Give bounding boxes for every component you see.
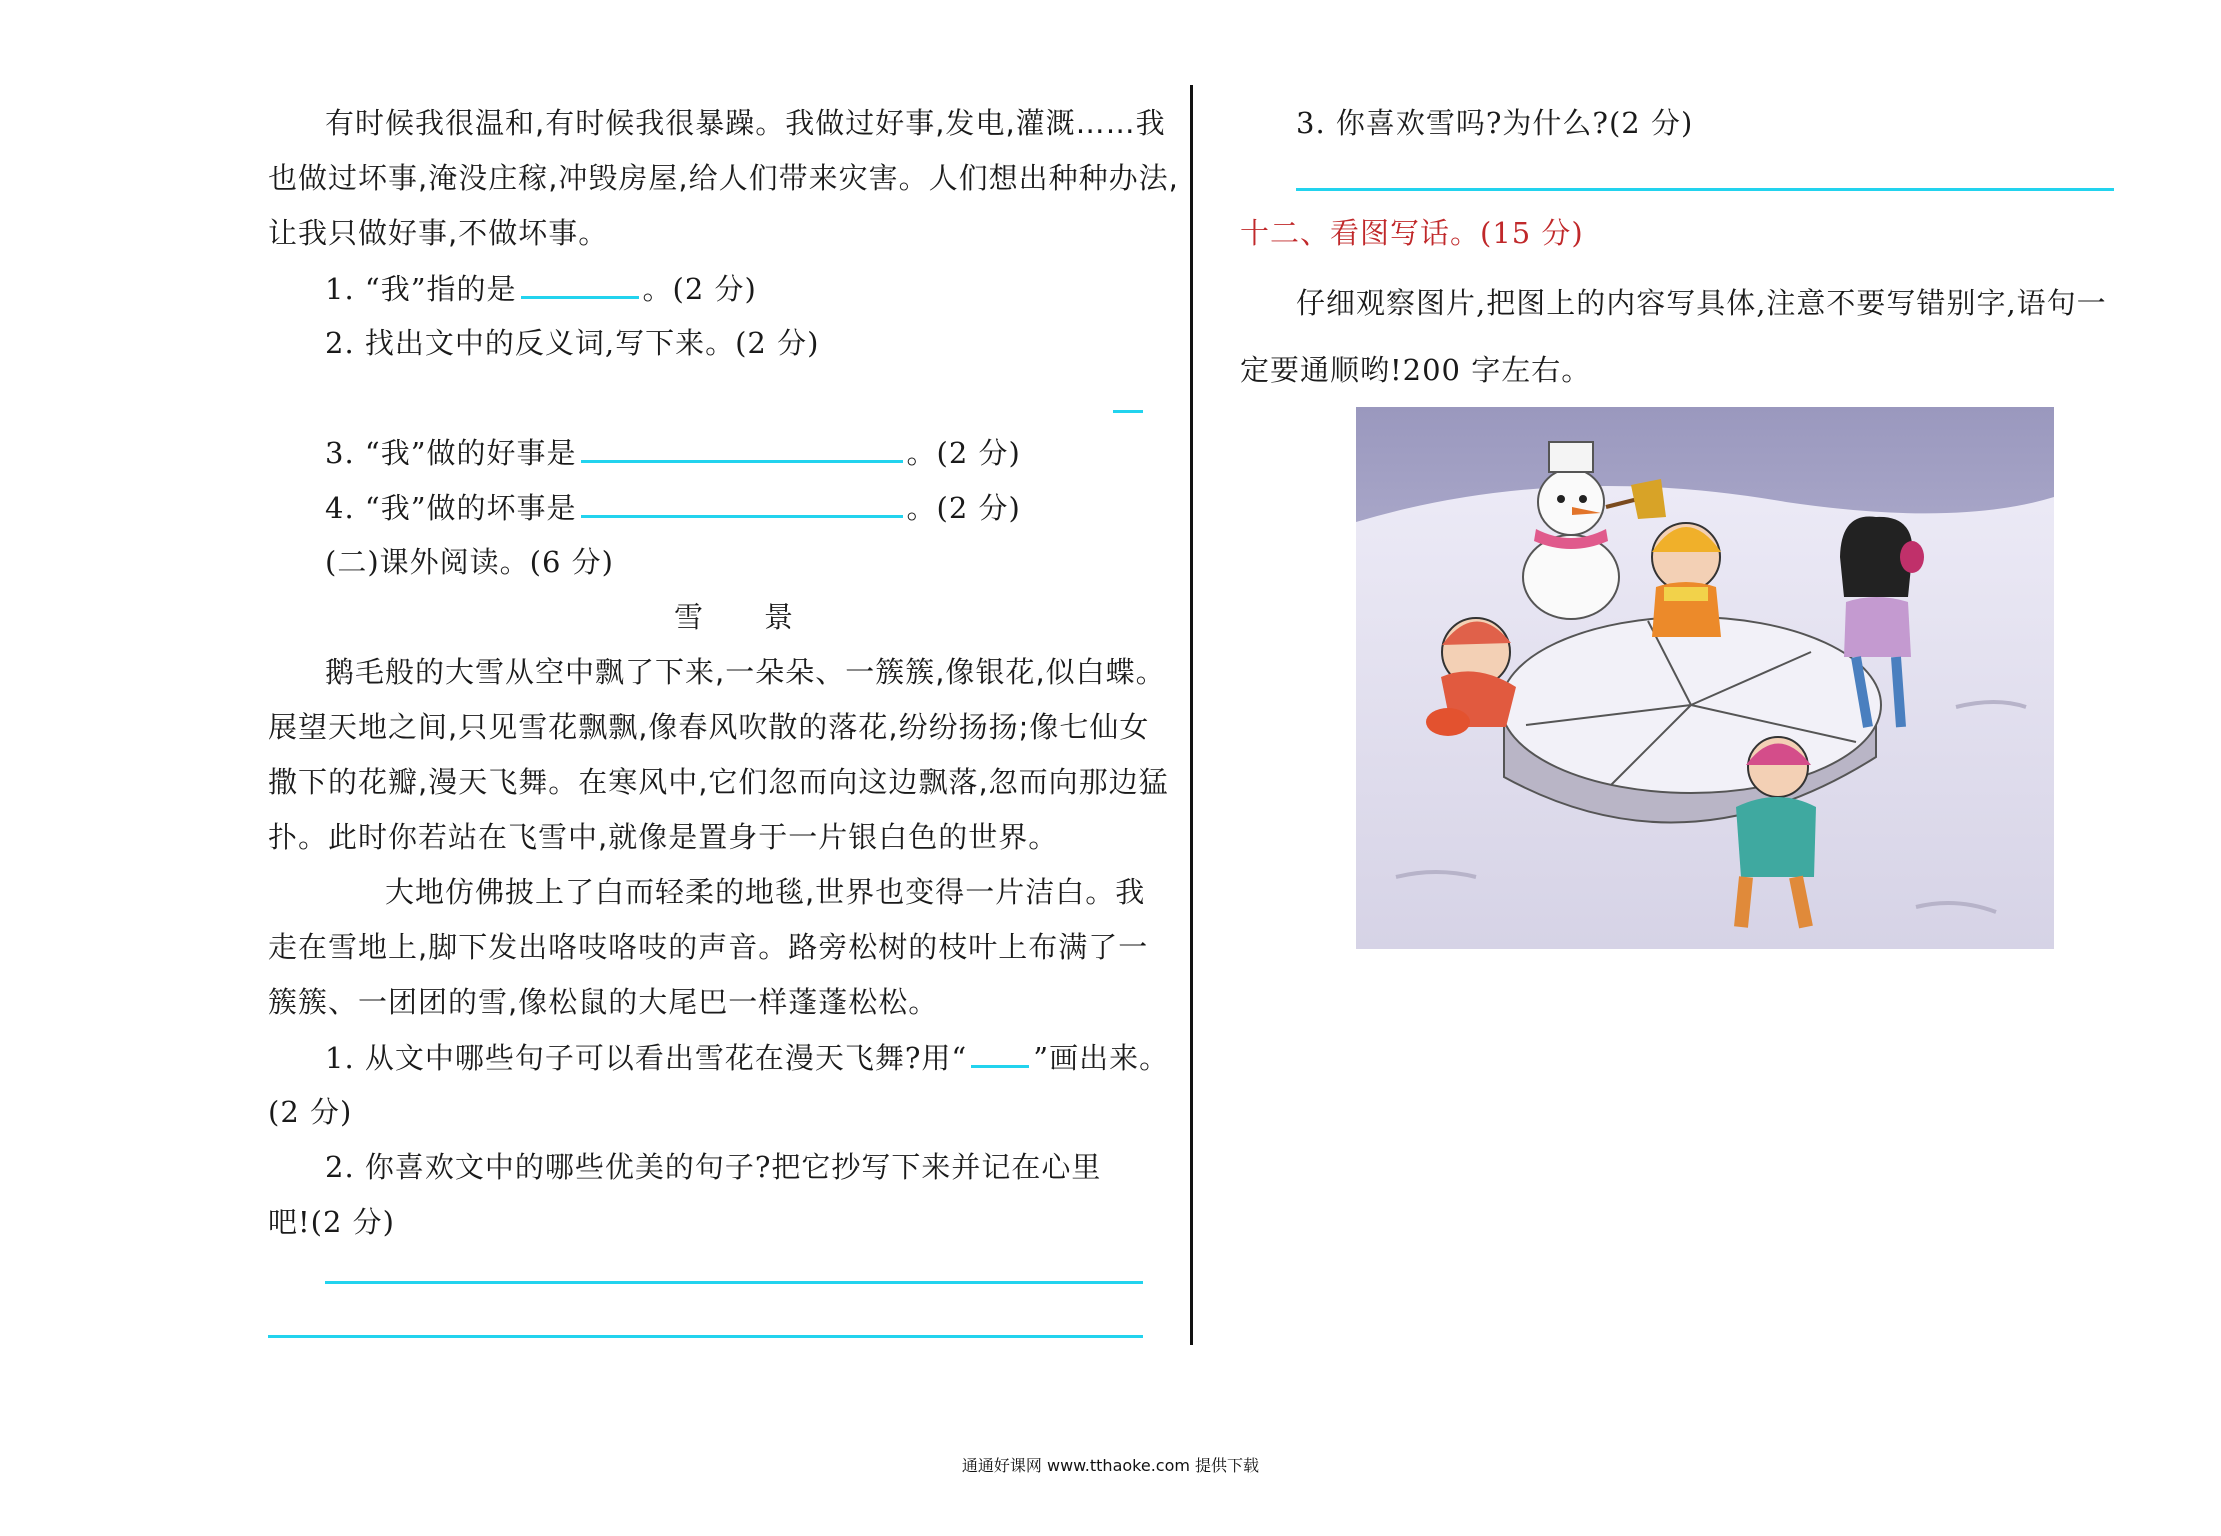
column-divider [1190, 85, 1193, 1345]
passage2-line-3: 撒下的花瓣,漫天飞舞。在寒风中,它们忽而向这边飘落,忽而向那边猛 [268, 765, 1169, 799]
question-2: 2. 找出文中的反义词,写下来。(2 分) [325, 326, 820, 360]
reading-question-2-line-1: 2. 你喜欢文中的哪些优美的句子?把它抄写下来并记在心里 [325, 1150, 1102, 1184]
passage1-line-3: 让我只做好事,不做坏事。 [268, 216, 609, 250]
reading-question-1-tail: ”画出来。 [1033, 1041, 1170, 1075]
section-extracurricular: (二)课外阅读。(6 分) [325, 545, 614, 579]
answer-blank-3[interactable] [581, 432, 903, 463]
question-1-text: 1. “我”指的是 [325, 272, 517, 306]
question-1-points: 。(2 分) [642, 272, 757, 306]
reading-question-2-line-2: 吧!(2 分) [268, 1205, 395, 1239]
snow-scene-picture [1356, 407, 2054, 949]
answer-blank-1[interactable] [521, 268, 639, 299]
answer-line-rq2-2[interactable] [268, 1335, 1143, 1338]
passage2-line-2: 展望天地之间,只见雪花飘飘,像春风吹散的落花,纷纷扬扬;像七仙女 [268, 710, 1150, 744]
reading-question-1-points: (2 分) [268, 1095, 353, 1129]
answer-line-2[interactable] [1113, 410, 1143, 413]
passage2-line-5: 大地仿佛披上了白而轻柔的地毯,世界也变得一片洁白。我 [385, 875, 1146, 909]
passage2-line-4: 扑。此时你若站在飞雪中,就像是置身于一片银白色的世界。 [268, 820, 1059, 854]
passage2-line-7: 簇簇、一团团的雪,像松鼠的大尾巴一样蓬蓬松松。 [268, 985, 939, 1019]
instruction-line-1: 仔细观察图片,把图上的内容写具体,注意不要写错别字,语句一 [1296, 286, 2107, 320]
answer-line-rq2-1[interactable] [325, 1281, 1143, 1284]
question-3-text: 3. “我”做的好事是 [325, 436, 577, 470]
reading-question-1-text: 1. 从文中哪些句子可以看出雪花在漫天飞舞?用“ [325, 1041, 968, 1075]
reading-question-1 [325, 1037, 1169, 1078]
right-question-3: 3. 你喜欢雪吗?为什么?(2 分) [1296, 106, 1694, 140]
answer-line-right-3[interactable] [1296, 188, 2114, 191]
child-center [1652, 523, 1721, 637]
passage-title: 雪 景 [674, 600, 795, 634]
instruction-line-2: 定要通顺哟!200 字左右。 [1240, 353, 1592, 387]
answer-blank-4[interactable] [581, 487, 903, 518]
question-1 [325, 268, 757, 309]
question-3-points: 。(2 分) [906, 436, 1021, 470]
question-4 [325, 487, 1021, 528]
page-footer: 通通好课网 www.tthaoke.com 提供下载 [961, 1456, 1260, 1475]
question-4-points: 。(2 分) [906, 491, 1021, 525]
passage2-line-1: 鹅毛般的大雪从空中飘了下来,一朵朵、一簇簇,像银花,似白蝶。 [325, 655, 1166, 689]
passage1-line-1: 有时候我很温和,有时候我很暴躁。我做过好事,发电,灌溉……我 [325, 106, 1166, 140]
passage1-line-2: 也做过坏事,淹没庄稼,冲毁房屋,给人们带来灾害。人们想出种种办法, [268, 161, 1179, 195]
underline-sample [971, 1037, 1029, 1068]
question-3 [325, 432, 1021, 473]
passage2-line-6: 走在雪地上,脚下发出咯吱咯吱的声音。路旁松树的枝叶上布满了一 [268, 930, 1149, 964]
question-4-text: 4. “我”做的坏事是 [325, 491, 577, 525]
section-12-heading: 十二、看图写话。(15 分) [1240, 216, 1584, 250]
